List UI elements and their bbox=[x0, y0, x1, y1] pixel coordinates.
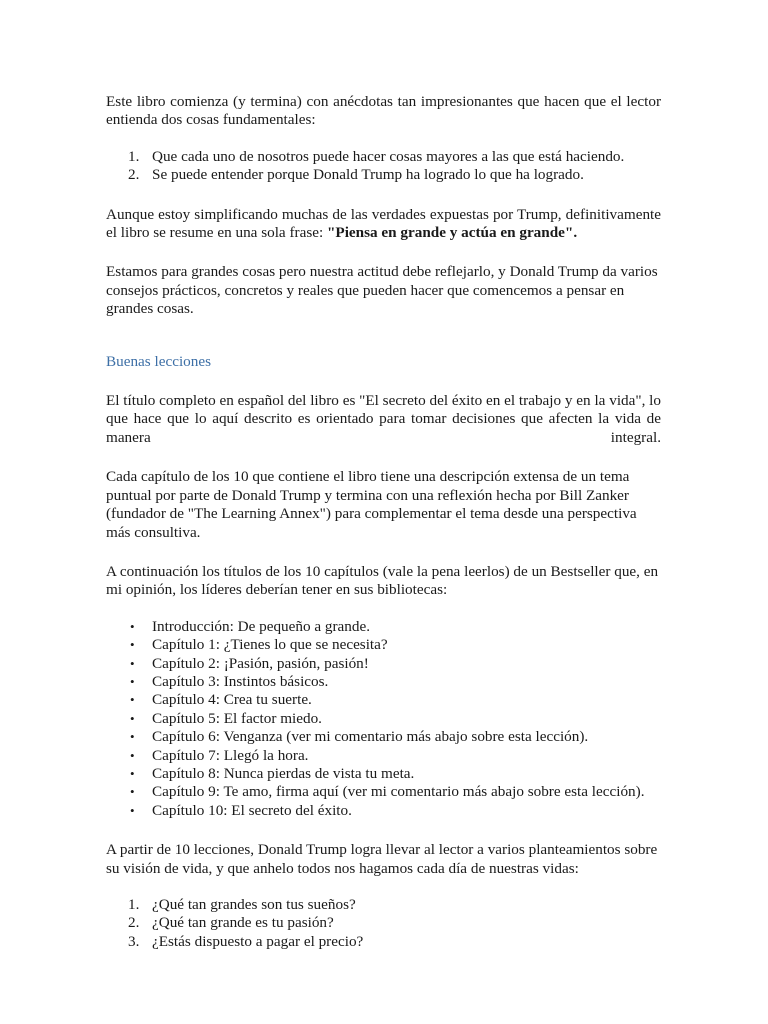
list-item bbox=[106, 728, 661, 746]
list-item-text: Capítulo 8: Nunca pierdas de vista tu meta. bbox=[152, 764, 415, 782]
bullet-icon: • bbox=[130, 673, 135, 689]
bullet-icon: • bbox=[130, 765, 135, 781]
bullet-icon: • bbox=[130, 784, 135, 800]
list-item-text: Introducción: De pequeño a grande. bbox=[152, 617, 371, 635]
bullet-icon: • bbox=[130, 655, 135, 671]
list-item-text: ¿Qué tan grande es tu pasión? bbox=[152, 914, 334, 932]
list-item bbox=[106, 710, 661, 728]
chapters-intro-paragraph: A continuación los títulos de los 10 capítulos (vale la pena leerlos) de un Bestseller que, en mi opinión, los líderes deberían tener en sus bibliotecas: bbox=[106, 562, 659, 599]
list-item-text: Capítulo 3: Instintos básicos. bbox=[152, 672, 329, 690]
list-item-text: Capítulo 4: Crea tu suerte. bbox=[152, 691, 312, 709]
list-item-text: Capítulo 10: El secreto del éxito. bbox=[152, 801, 352, 819]
bullet-icon: • bbox=[130, 637, 135, 653]
list-item-text: ¿Qué tan grandes son tus sueños? bbox=[152, 896, 356, 913]
list-item-text: Capítulo 7: Llegó la hora. bbox=[152, 746, 309, 764]
list-item-text: Que cada uno de nosotros puede hacer cosas mayores a las que está haciendo. bbox=[152, 147, 625, 165]
list-item bbox=[106, 783, 661, 801]
list-number: 1. bbox=[128, 896, 140, 913]
bullet-icon: • bbox=[130, 618, 135, 634]
list-item-text: Capítulo 6: Venganza (ver mi comentario más abajo sobre esta lección). bbox=[152, 728, 589, 746]
chapters-description-paragraph: Cada capítulo de los 10 que contiene el libro tiene una descripción extensa de un tema puntual por parte de Donald Trump y termina con una reflexión hecha por Bill Zanker (fundador de "The Learning Annex") para complementar el tema desde una perspectiva más consultiva. bbox=[106, 468, 637, 541]
list-item bbox=[106, 896, 661, 914]
list-item bbox=[106, 747, 661, 765]
list-item-text: Capítulo 2: ¡Pasión, pasión, pasión! bbox=[152, 654, 369, 672]
list-item bbox=[106, 914, 661, 932]
bullet-icon: • bbox=[130, 729, 135, 745]
summary-paragraph bbox=[106, 206, 661, 243]
list-item-text: ¿Estás dispuesto a pagar el precio? bbox=[152, 932, 364, 950]
list-item-text: Capítulo 1: ¿Tienes lo que se necesita? bbox=[152, 636, 388, 654]
list-item bbox=[106, 655, 661, 673]
bullet-icon: • bbox=[130, 802, 135, 818]
list-item bbox=[106, 166, 661, 184]
list-item-text: Capítulo 5: El factor miedo. bbox=[152, 709, 322, 727]
list-number: 1. bbox=[128, 147, 140, 165]
list-number: 2. bbox=[128, 166, 140, 184]
title-paragraph: El título completo en español del libro es "El secreto del éxito en el trabajo y en la vida", lo que hace que lo aquí descrito es orientado para tomar decisiones que afecten la vida de manera integral. bbox=[106, 392, 661, 446]
list-item bbox=[106, 691, 661, 709]
bullet-icon: • bbox=[130, 710, 135, 726]
list-number: 2. bbox=[128, 914, 140, 932]
attitude-paragraph: Estamos para grandes cosas pero nuestra actitud debe reflejarlo, y Donald Trump da varios consejos prácticos, concretos y reales que pueden hacer que comencemos a pensar en grandes cosas. bbox=[106, 263, 658, 318]
list-item bbox=[106, 636, 661, 654]
list-number: 3. bbox=[128, 932, 140, 950]
list-item bbox=[106, 618, 661, 636]
bullet-icon: • bbox=[130, 747, 135, 763]
list-item bbox=[106, 765, 661, 783]
key-phrase: "Piensa en grande y actúa en grande". bbox=[326, 224, 578, 242]
document-body bbox=[106, 93, 661, 951]
fundamentals-list bbox=[106, 148, 661, 185]
lessons-paragraph: A partir de 10 lecciones, Donald Trump logra llevar al lector a varios planteamientos sobre su visión de vida, y que anhelo todos nos hagamos cada día de nuestras vidas: bbox=[106, 841, 658, 877]
list-item bbox=[106, 802, 661, 820]
list-item-text: Se puede entender porque Donald Trump ha logrado lo que ha logrado. bbox=[152, 166, 584, 184]
bullet-icon: • bbox=[130, 692, 135, 708]
summary-text: Aunque estoy simplificando muchas de las verdades expuestas por Trump, definitivamente el libro se resume en una sola frase: bbox=[106, 205, 661, 242]
list-item bbox=[106, 673, 661, 691]
chapters-list bbox=[106, 618, 661, 820]
section-heading: Buenas lecciones bbox=[106, 352, 212, 370]
list-item bbox=[106, 933, 661, 951]
list-item bbox=[106, 148, 661, 166]
list-item-text: Capítulo 9: Te amo, firma aquí (ver mi comentario más abajo sobre esta lección). bbox=[152, 783, 645, 801]
questions-list bbox=[106, 896, 661, 951]
intro-paragraph: Este libro comienza (y termina) con anécdotas tan impresionantes que hacen que el lector entienda dos cosas fundamentales: bbox=[106, 93, 661, 129]
